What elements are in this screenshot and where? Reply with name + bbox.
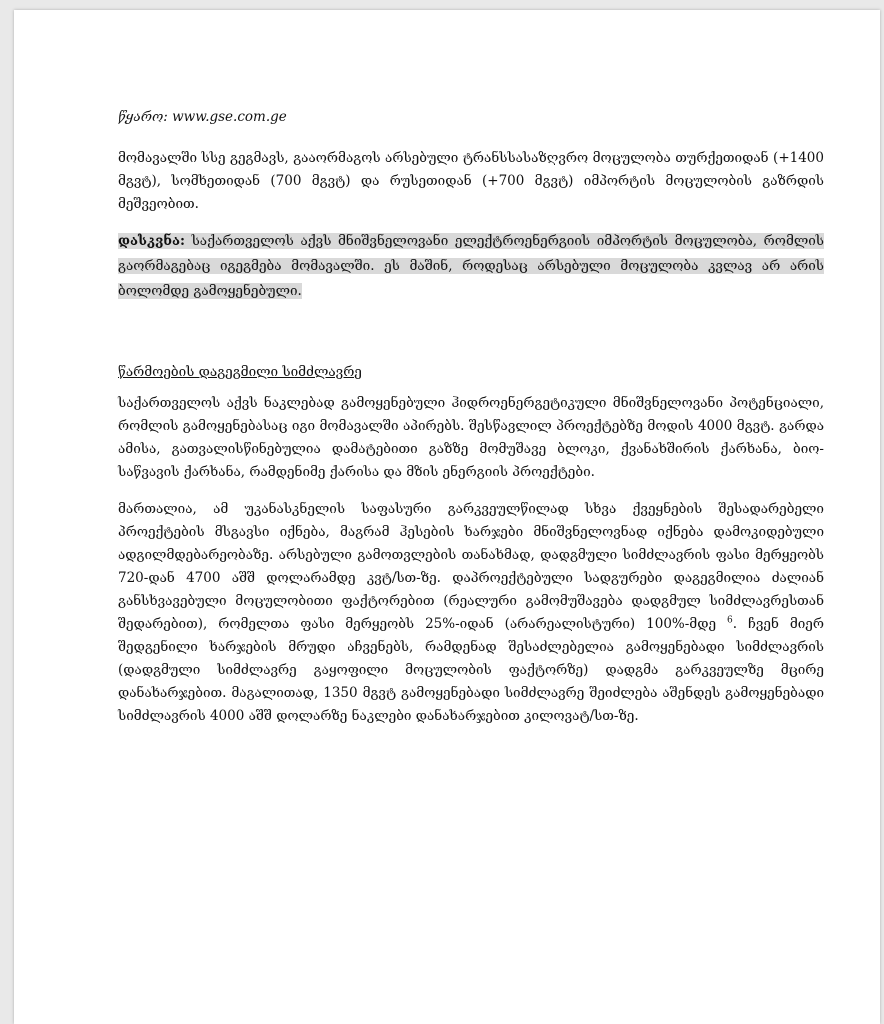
paragraph-hydro-potential: საქართველოს აქვს ნაკლებად გამოყენებული ჰიდროენერგეტიკული მნიშვნელოვანი პოტენციალი, რომლის გამოყენებასაც იგი მომავალში აპირებს. შესწავლილ პროექტებზე მოდის 4000 მგვტ. გარდა ამისა, გათვალისწინებულია დამატებითი გაზზე მომუშავე ბლოკი, ქვანახშირის ქარხანა, ბიო-საწვავის ქარხანა, რამდენიმე ქარისა და მზის ენერგიის პროექტები. xyxy=(118,395,824,480)
source-label: წყარო: xyxy=(118,109,168,125)
conclusion-block xyxy=(118,229,824,304)
paragraph-import-plans: მომავალში სსე გეგმავს, გააორმაგოს არსებული ტრანსსასაზღვრო მოცულობა თურქეთიდან (+1400 მგვტ), სომხეთიდან (700 მგვტ) და რუსეთიდან (+700 მგვტ) იმპორტის მოცულობის გაზრდის მეშვეობით. xyxy=(118,150,824,212)
footnote-marker: 6 xyxy=(727,615,733,626)
conclusion-highlight xyxy=(118,233,824,299)
page-content xyxy=(118,106,824,728)
document-page xyxy=(14,10,880,1024)
source-line xyxy=(118,106,824,129)
paragraph-costs xyxy=(118,498,824,728)
section-heading: წარმოების დაგეგმილი სიმძლავრე xyxy=(118,364,362,380)
paragraph-costs-part1: მართალია, ამ უკანასკნელის საფასური გარკვეულწილად სხვა ქვეყნების შესადარებელი პროექტების მსგავსი იქნება, მაგრამ ჰესების ხარჯები მნიშვნელოვნად იქნება დამოკიდებული ადგილმდებარეობაზე. არსებული გამოთვლების თანახმად, დადგმული სიმძლავრის ფასი მერყეობს 720-დან 4700 აშშ დოლარამდე კვტ/სთ-ზე. დაპროექტებული სადგურები დაგეგმილია ძალიან განსხვავებული მოცულობითი ფაქტორებით (რეალური გამომუშავება დადგმულ სიმძლავრესთან შედარებით), რომელთა ფასი მერყეობს 25%-იდან (არარეალისტური) 100%-მდე xyxy=(118,501,824,632)
source-url: www.gse.com.ge xyxy=(172,109,287,125)
conclusion-text: საქართველოს აქვს მნიშვნელოვანი ელექტროენერგიის იმპორტის მოცულობა, რომლის გაორმაგებაც იგეგმება მომავალში. ეს მაშინ, როდესაც არსებული მოცულობა კვლავ არ არის ბოლომდე გამოყენებული. xyxy=(118,233,824,299)
paragraph-costs-part2: . ჩვენ მიერ შედგენილი ხარჯების მრუდი აჩვენებს, რამდენად შესაძლებელია გამოყენებადი სიმძლავრის (დადგმული სიმძლავრე გაყოფილი მოცულობის ფაქტორზე) დადგმა გარკვეულზე მცირე დანახარჯებით. მაგალითად, 1350 მგვტ გამოყენებადი სიმძლავრე შეიძლება აშენდეს გამოყენებადი სიმძლავრის 4000 აშშ დოლარზე ნაკლები დანახარჯებით კილოვატ/სთ-ზე. xyxy=(118,616,825,724)
conclusion-label: დასკვნა: xyxy=(118,233,185,249)
